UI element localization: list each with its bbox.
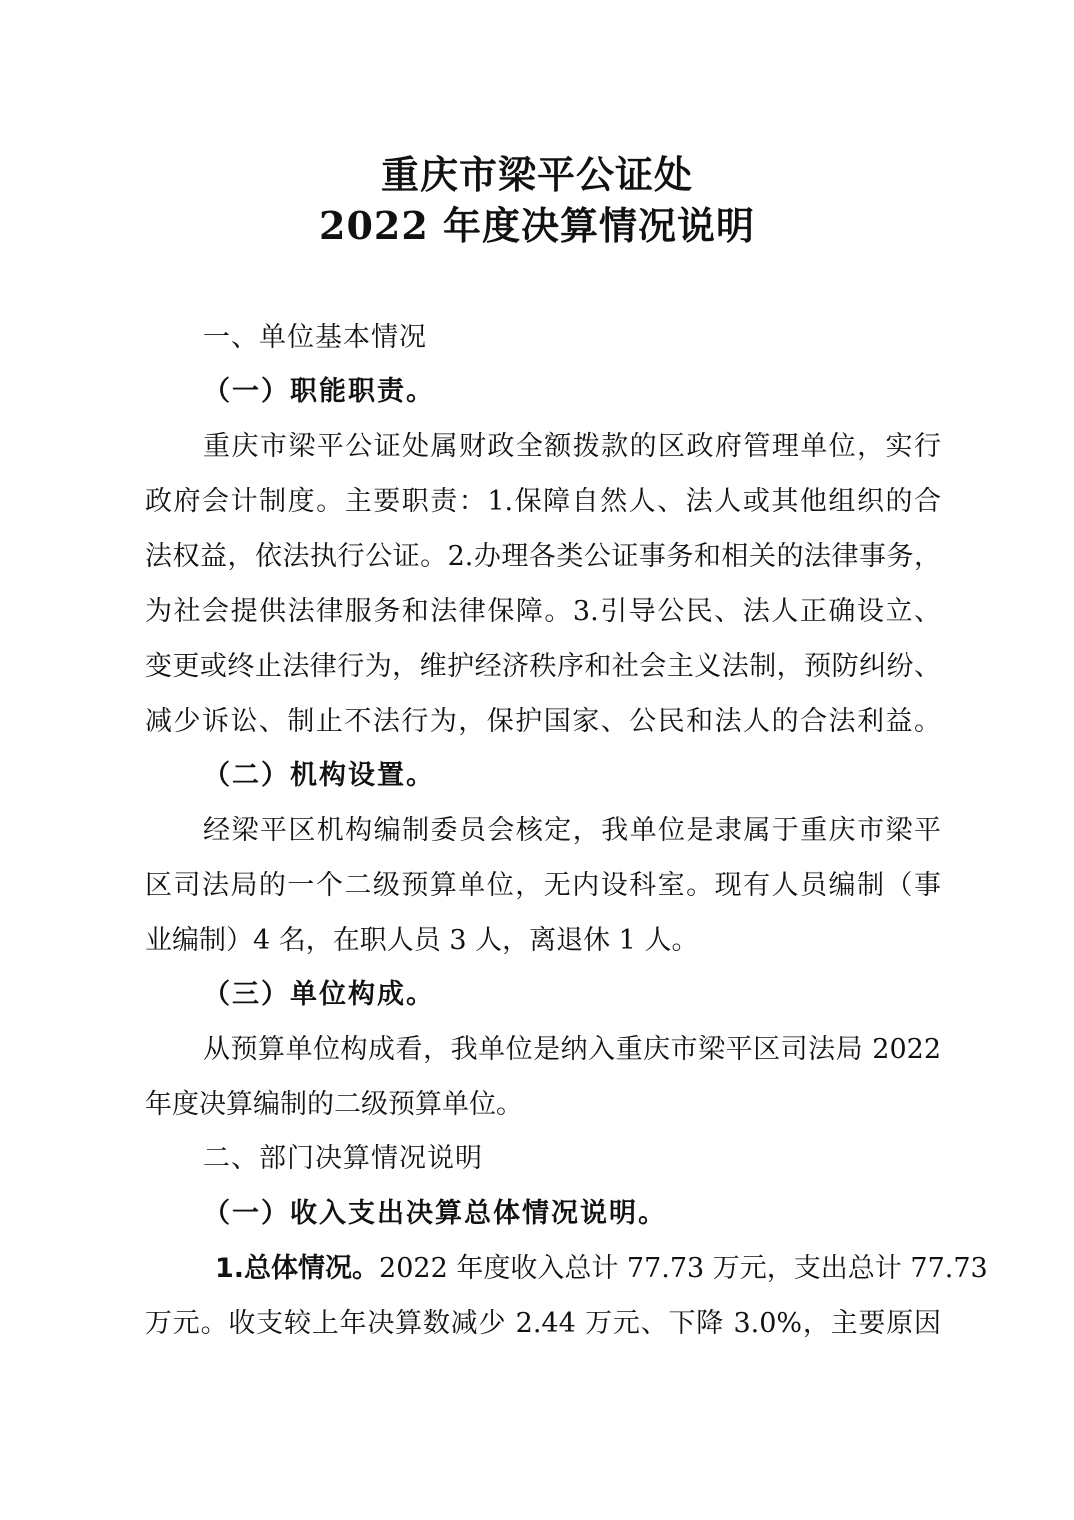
paragraph-line: 经梁平区机构编制委员会核定，我单位是隶属于重庆市梁平	[203, 815, 941, 846]
paragraph-line: 业编制）4 名，在职人员 3 人，离退休 1 人。	[145, 925, 699, 956]
overview-label: 1.总体情况。	[215, 1253, 380, 1284]
overview-line1	[215, 1249, 988, 1289]
paragraph-line: 变更或终止法律行为，维护经济秩序和社会主义法制，预防纠纷、	[145, 651, 941, 682]
paragraph-line: 从预算单位构成看，我单位是纳入重庆市梁平区司法局 2022	[203, 1034, 941, 1065]
section2-heading: 二、部门决算情况说明	[203, 1143, 483, 1174]
section1-sub1-heading: （一）职能职责。	[203, 376, 435, 407]
document-title-line1: 重庆市梁平公证处	[380, 152, 693, 197]
section1-sub3-heading: （三）单位构成。	[203, 979, 435, 1010]
section1-sub2-heading: （二）机构设置。	[203, 760, 435, 791]
paragraph-line: 万元。收支较上年决算数减少 2.44 万元、下降 3.0%，主要原因	[145, 1308, 941, 1339]
paragraph-line: 为社会提供法律服务和法律保障。3.引导公民、法人正确设立、	[145, 596, 941, 627]
section1-heading: 一、单位基本情况	[203, 322, 427, 353]
paragraph-line: 年度决算编制的二级预算单位。	[145, 1089, 523, 1120]
paragraph-line: 政府会计制度。主要职责：1.保障自然人、法人或其他组织的合	[145, 486, 941, 517]
overview-text: 2022 年度收入总计 77.73 万元，支出总计 77.73	[379, 1253, 988, 1284]
paragraph-line: 法权益，依法执行公证。2.办理各类公证事务和相关的法律事务，	[145, 541, 941, 572]
document-title-line2: 2022 年度决算情况说明	[319, 203, 755, 248]
paragraph-line: 减少诉讼、制止不法行为，保护国家、公民和法人的合法利益。	[145, 706, 941, 737]
section2-sub1-heading: （一）收入支出决算总体情况说明。	[203, 1198, 667, 1229]
paragraph-line: 区司法局的一个二级预算单位，无内设科室。现有人员编制（事	[145, 870, 941, 901]
paragraph-line: 重庆市梁平公证处属财政全额拨款的区政府管理单位，实行	[203, 431, 941, 462]
